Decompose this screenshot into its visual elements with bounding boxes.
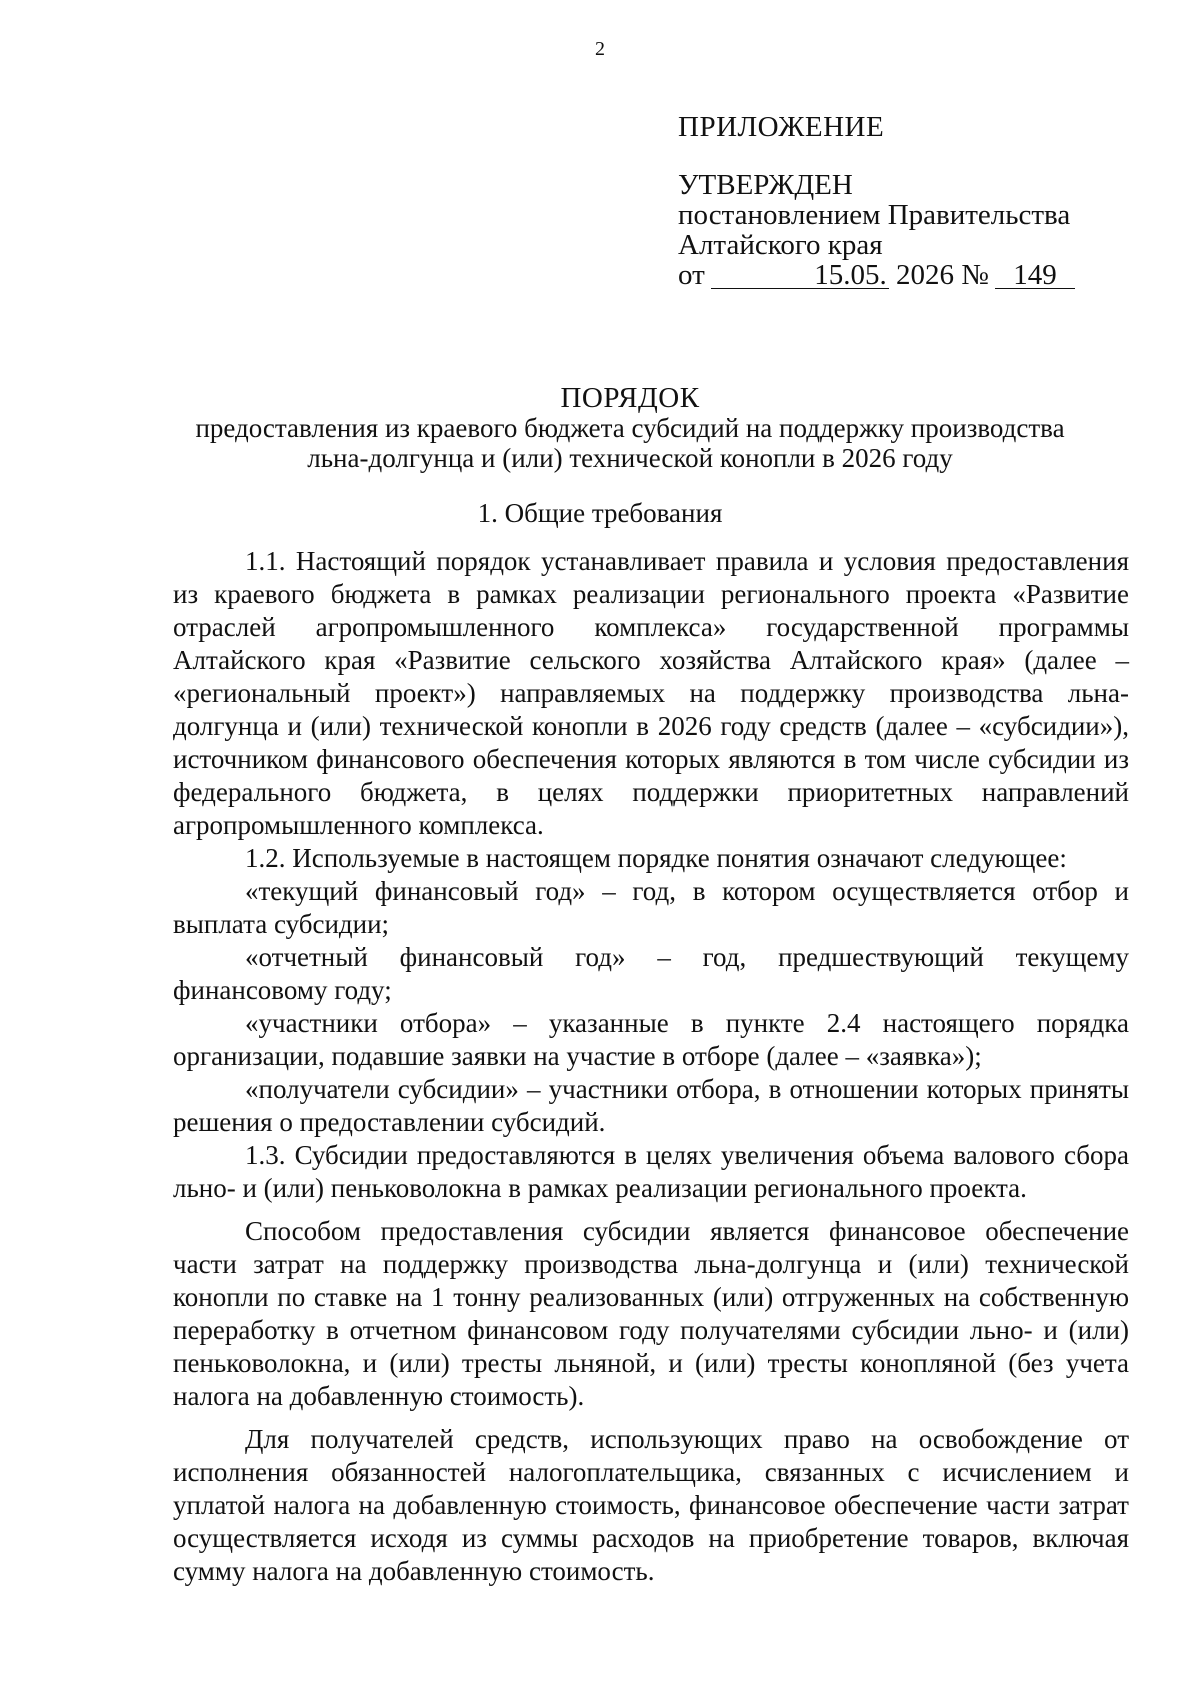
approval-date-line (678, 260, 1075, 290)
definition-participants: «участники отбора» – указанные в пункте 2.4 настоящего порядка организации, подавшие заявки на участие в отборе (далее – «заявка»); (173, 1008, 1129, 1071)
paragraph-method: Способом предоставления субсидии является финансовое обеспечение части затрат на поддержку производства льна-долгунца и (или) технической конопли по ставке на 1 тонну реализованных (или) отгруженных на собственную переработку в отчетном финансовом году получателями субсидии льно- и (или) пеньковолокна, и (или) тресты льняной, и (или) тресты конопляной (без учета налога на добавленную стоимость). (173, 1216, 1129, 1411)
approval-block (678, 112, 1075, 290)
appendix-label: ПРИЛОЖЕНИЕ (678, 111, 885, 143)
document-subtitle-line2: льна-долгунца и (или) технической конопли в 2026 году (307, 443, 953, 473)
approved-by-line2: Алтайского края (678, 229, 883, 261)
paragraph-1-2: 1.2. Используемые в настоящем порядке понятия означают следующее: (245, 843, 1067, 873)
document-body (173, 545, 1129, 1588)
paragraph-vat: Для получателей средств, использующих право на освобождение от исполнения обязанностей налогоплательщика, связанных с исчислением и уплатой налога на добавленную стоимость, финансовое обеспечение части затрат осуществляется исходя из суммы расходов на приобретение товаров, включая сумму налога на добавленную стоимость. (173, 1424, 1129, 1586)
paragraph-1-3: 1.3. Субсидии предоставляются в целях увеличения объема валового сбора льно- и (или) пеньковолокна в рамках реализации регионального проекта. (173, 1140, 1129, 1203)
number-sign: № (961, 259, 989, 291)
definition-current-year: «текущий финансовый год» – год, в котором осуществляется отбор и выплата субсидии; (173, 876, 1129, 939)
document-subtitle-line1: предоставления из краевого бюджета субсидий на поддержку производства (195, 413, 1065, 443)
page-number: 2 (595, 38, 605, 60)
document-title: ПОРЯДОК (560, 382, 700, 414)
approved-by-line1: постановлением Правительства (678, 199, 1071, 231)
definition-recipients: «получатели субсидии» – участники отбора, в отношении которых приняты решения о предоставлении субсидий. (173, 1074, 1129, 1137)
section-heading: 1. Общие требования (477, 498, 723, 528)
approval-date: 15.05. (711, 262, 889, 289)
paragraph-1-1: 1.1. Настоящий порядок устанавливает правила и условия предоставления из краевого бюджета в рамках реализации регионального проекта «Развитие отраслей агропромышленного комплекса» государственной программы Алтайского края «Развитие сельского хозяйства Алтайского края» (далее – «региональный проект») направляемых на поддержку производства льна-долгунца и (или) технической конопли в 2026 году средств (далее – «субсидии»), источником финансового обеспечения которых являются в том числе субсидии из федерального бюджета, в целях поддержки приоритетных направлений агропромышленного комплекса. (173, 546, 1129, 840)
definition-reporting-year: «отчетный финансовый год» – год, предшествующий текущему финансовому году; (173, 942, 1129, 1005)
approval-year: 2026 (896, 259, 955, 291)
approved-label: УТВЕРЖДЕН (678, 169, 853, 201)
document-title-block (150, 383, 1110, 473)
from-label: от (678, 259, 705, 291)
approval-number: 149 (995, 262, 1075, 289)
